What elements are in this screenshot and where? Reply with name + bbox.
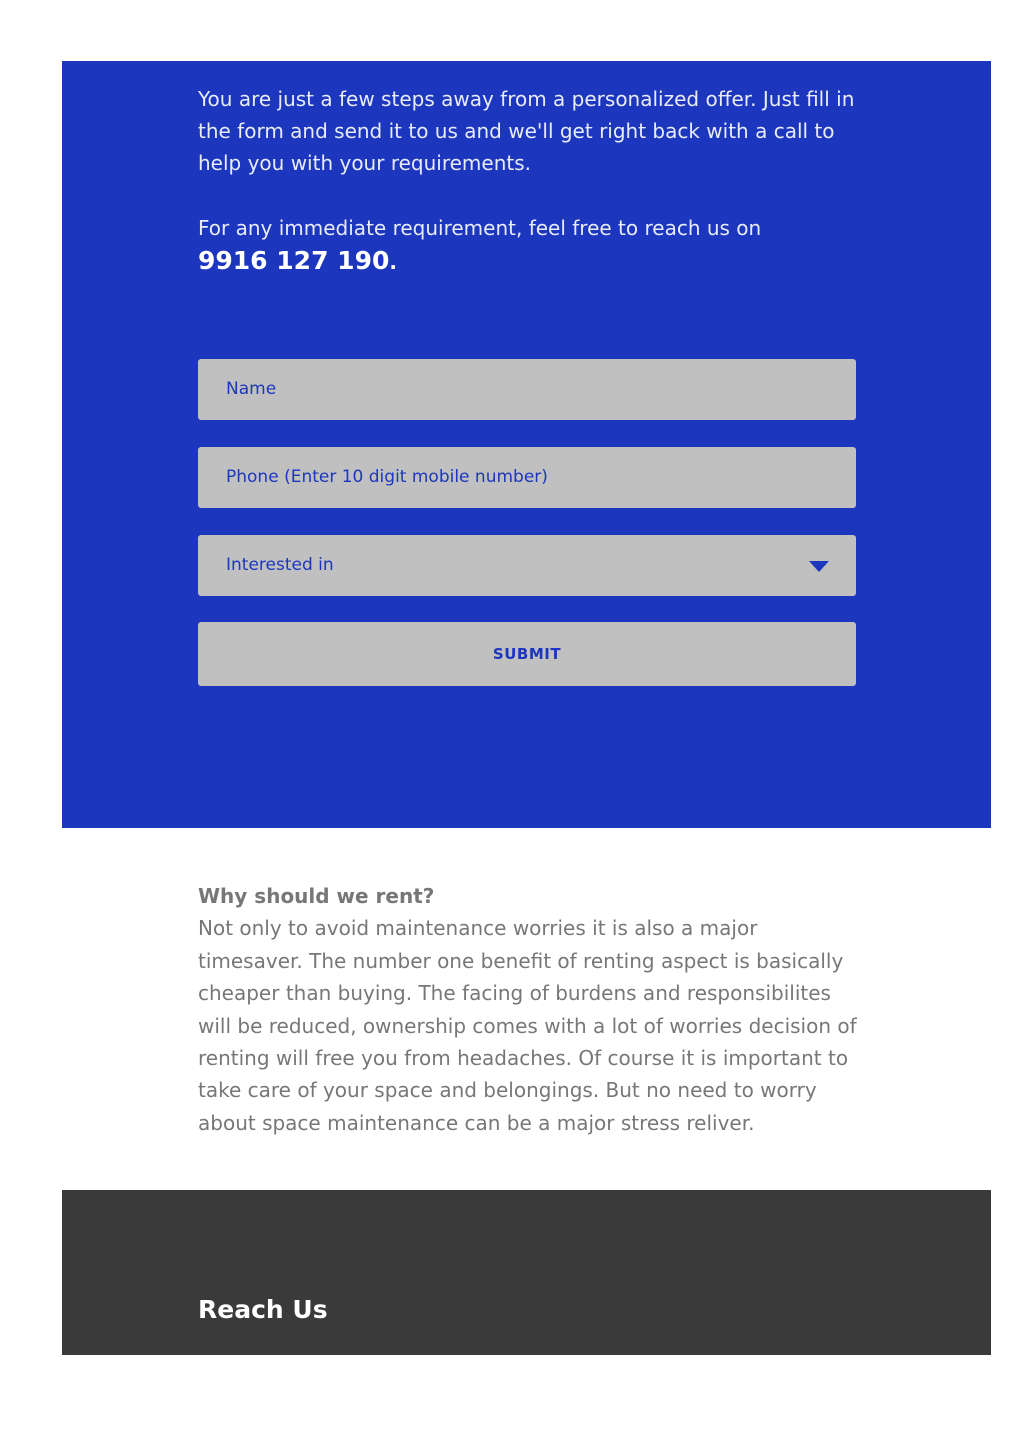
reach-us-text [198,212,863,279]
interested-in-select[interactable] [198,535,856,596]
phone-placeholder: Phone (Enter 10 digit mobile number) [226,467,548,487]
name-field[interactable] [198,359,856,420]
why-rent-section [198,880,868,1139]
name-placeholder: Name [226,379,277,399]
form-intro-text: You are just a few steps away from a personalized offer. Just fill in the form and send it to us and we'll get right back with a call to help you with your requirements. [198,87,855,175]
interested-in-value: Interested in [226,555,334,575]
reach-us-label: For any immediate requirement, feel free to reach us on [198,216,762,240]
footer-title: Reach Us [198,1295,328,1324]
phone-number: 9916 127 190 [198,246,390,275]
contact-form-section [62,61,991,828]
why-rent-title: Why should we rent? [198,884,435,908]
phone-number-line [198,244,863,279]
phone-suffix: . [389,250,397,274]
footer [62,1190,991,1355]
why-rent-body: Not only to avoid maintenance worries it is also a major timesaver. The number one benefit of renting aspect is basically cheaper than buying. The facing of burdens and responsibilites will be reduced, ownership comes with a lot of worries decision of renting will free you from headaches. Of course it is important to take care of your space and belongings. But no need to worry about space maintenance can be a major stress reliver. [198,916,857,1135]
submit-button[interactable]: SUBMIT [198,622,856,686]
chevron-down-icon [809,561,829,572]
phone-field[interactable] [198,447,856,508]
